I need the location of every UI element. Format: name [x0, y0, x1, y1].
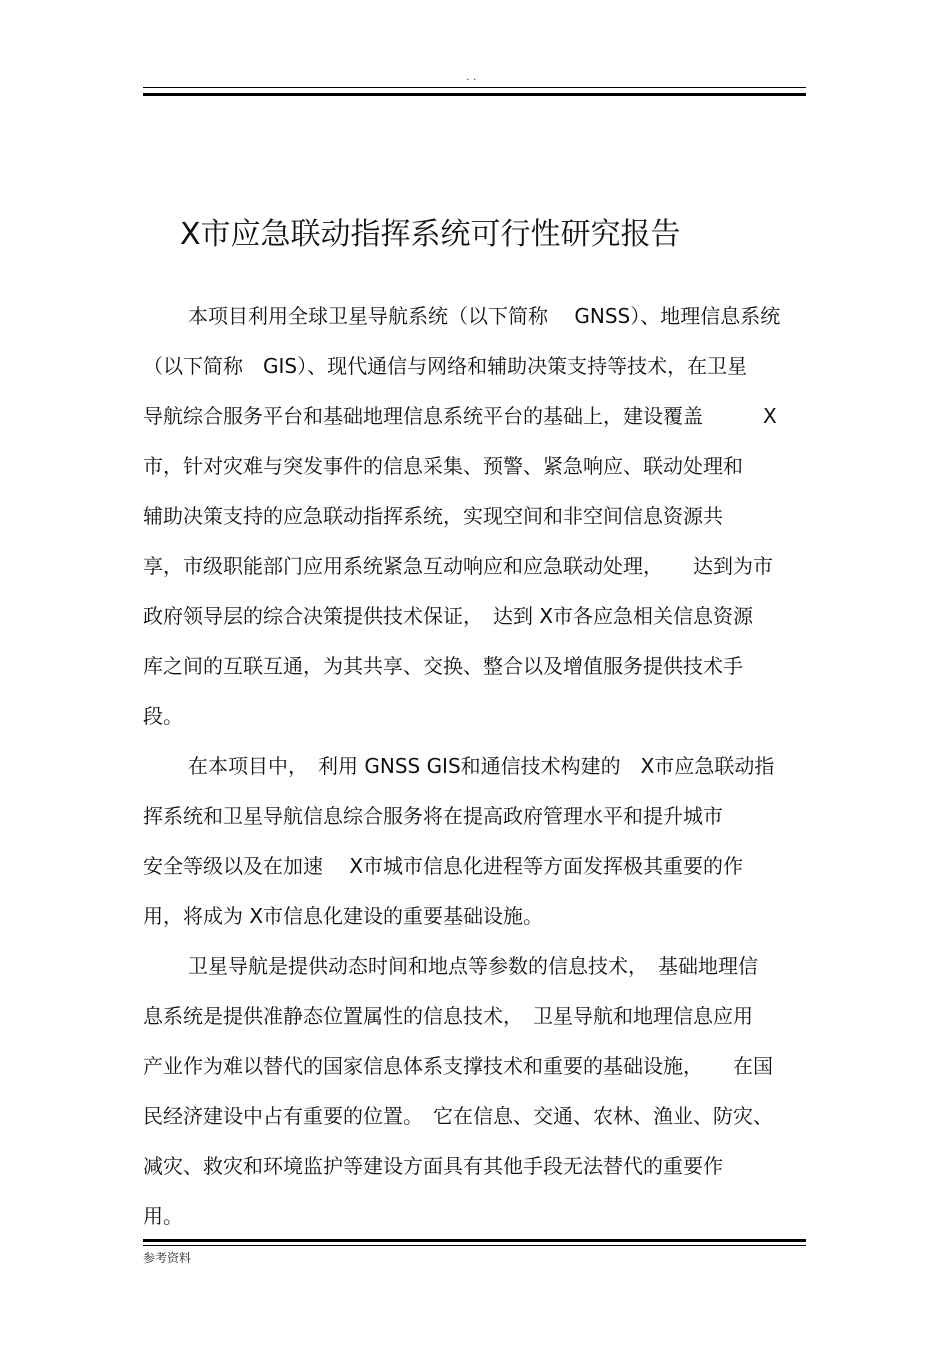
paragraph-1-line-8: 库之间的互联互通，为其共享、交换、整合以及增值服务提供技术手: [143, 654, 743, 678]
footer-rule-thin: [143, 1245, 806, 1246]
paragraph-1-line-9: 段。: [143, 704, 183, 728]
paragraph-1-line-3: 导航综合服务平台和基础地理信息系统平台的基础上，建设覆盖 X: [143, 404, 777, 428]
header-rule-thin: [143, 87, 806, 88]
paragraph-1-line-6: 享，市级职能部门应用系统紧急互动响应和应急联动处理， 达到为市: [143, 554, 773, 578]
paragraph-1-line-4: 市，针对灾难与突发事件的信息采集、预警、紧急响应、联动处理和: [143, 454, 743, 478]
paragraph-3-line-2: 息系统是提供准静态位置属性的信息技术， 卫星导航和地理信息应用: [143, 1004, 753, 1028]
paragraph-2-line-1: 在本项目中， 利用 GNSS GIS和通信技术构建的 X市应急联动指: [188, 754, 775, 778]
paragraph-1-line-1: 本项目利用全球卫星导航系统（以下简称 GNSS）、地理信息系统: [188, 304, 781, 328]
paragraph-3-line-5: 减灾、救灾和环境监护等建设方面具有其他手段无法替代的重要作: [143, 1154, 723, 1178]
paragraph-2-line-3: 安全等级以及在加速 X市城市信息化进程等方面发挥极其重要的作: [143, 854, 744, 878]
paragraph-3-line-3: 产业作为难以替代的国家信息体系支撑技术和重要的基础设施， 在国: [143, 1054, 773, 1078]
paragraph-1-line-2: （以下简称 GIS）、现代通信与网络和辅助决策支持等技术，在卫星: [143, 354, 748, 378]
paragraph-2-line-4: 用，将成为 X市信息化建设的重要基础设施。: [143, 904, 544, 928]
paragraph-1-line-7: 政府领导层的综合决策提供技术保证， 达到 X市各应急相关信息资源: [143, 604, 754, 628]
page-header-mark: . .: [466, 70, 477, 83]
document-title: X市应急联动指挥系统可行性研究报告: [180, 217, 681, 252]
header-rule-thick: [143, 93, 806, 96]
footer-rule-thick: [143, 1239, 806, 1242]
footer-text: 参考资料: [143, 1251, 192, 1265]
paragraph-3-line-6: 用。: [143, 1204, 183, 1228]
paragraph-1-line-5: 辅助决策支持的应急联动指挥系统，实现空间和非空间信息资源共: [143, 504, 723, 528]
paragraph-2-line-2: 挥系统和卫星导航信息综合服务将在提高政府管理水平和提升城市: [143, 804, 723, 828]
paragraph-3-line-4: 民经济建设中占有重要的位置。 它在信息、交通、农林、渔业、防灾、: [143, 1104, 773, 1128]
paragraph-3-line-1: 卫星导航是提供动态时间和地点等参数的信息技术， 基础地理信: [188, 954, 758, 978]
